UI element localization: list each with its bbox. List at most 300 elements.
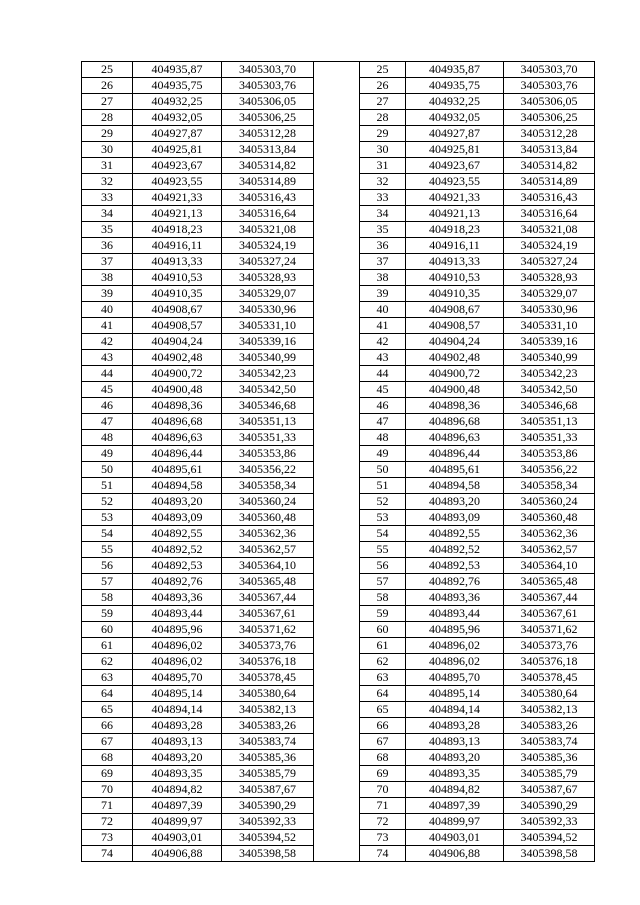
left-point-number-cell: 49 (82, 446, 133, 462)
right-point-number-cell: 72 (360, 814, 406, 830)
table-row (82, 670, 595, 686)
left-x-coordinate-cell: 404900,48 (133, 382, 222, 398)
right-point-number-cell: 42 (360, 334, 406, 350)
right-y-coordinate-cell: 3405383,74 (504, 734, 595, 750)
left-point-number-cell: 29 (82, 126, 133, 142)
right-y-coordinate-cell: 3405358,34 (504, 478, 595, 494)
left-x-coordinate-cell: 404892,52 (133, 542, 222, 558)
right-y-coordinate-cell: 3405378,45 (504, 670, 595, 686)
table-row (82, 222, 595, 238)
right-point-number-cell: 66 (360, 718, 406, 734)
left-point-number-cell: 61 (82, 638, 133, 654)
right-x-coordinate-cell: 404896,63 (406, 430, 504, 446)
left-y-coordinate-cell: 3405373,76 (222, 638, 314, 654)
left-point-number-cell: 27 (82, 94, 133, 110)
right-x-coordinate-cell: 404935,75 (406, 78, 504, 94)
left-y-coordinate-cell: 3405360,48 (222, 510, 314, 526)
left-y-coordinate-cell: 3405356,22 (222, 462, 314, 478)
right-point-number-cell: 32 (360, 174, 406, 190)
left-x-coordinate-cell: 404932,05 (133, 110, 222, 126)
column-gap (314, 110, 360, 126)
left-point-number-cell: 33 (82, 190, 133, 206)
table-row (82, 702, 595, 718)
left-x-coordinate-cell: 404895,96 (133, 622, 222, 638)
right-point-number-cell: 27 (360, 94, 406, 110)
column-gap (314, 286, 360, 302)
column-gap (314, 398, 360, 414)
left-x-coordinate-cell: 404895,14 (133, 686, 222, 702)
right-y-coordinate-cell: 3405306,05 (504, 94, 595, 110)
table-row (82, 142, 595, 158)
left-x-coordinate-cell: 404904,24 (133, 334, 222, 350)
table-row (82, 606, 595, 622)
left-x-coordinate-cell: 404916,11 (133, 238, 222, 254)
right-y-coordinate-cell: 3405316,43 (504, 190, 595, 206)
right-point-number-cell: 50 (360, 462, 406, 478)
left-point-number-cell: 30 (82, 142, 133, 158)
right-y-coordinate-cell: 3405342,23 (504, 366, 595, 382)
right-y-coordinate-cell: 3405398,58 (504, 846, 595, 862)
right-x-coordinate-cell: 404897,39 (406, 798, 504, 814)
right-x-coordinate-cell: 404893,09 (406, 510, 504, 526)
right-point-number-cell: 68 (360, 750, 406, 766)
left-point-number-cell: 35 (82, 222, 133, 238)
column-gap (314, 654, 360, 670)
table-row (82, 558, 595, 574)
left-x-coordinate-cell: 404898,36 (133, 398, 222, 414)
column-gap (314, 366, 360, 382)
table-row (82, 622, 595, 638)
right-x-coordinate-cell: 404896,02 (406, 654, 504, 670)
coordinates-table (81, 61, 595, 862)
right-point-number-cell: 44 (360, 366, 406, 382)
right-x-coordinate-cell: 404916,11 (406, 238, 504, 254)
right-x-coordinate-cell: 404913,33 (406, 254, 504, 270)
left-x-coordinate-cell: 404918,23 (133, 222, 222, 238)
left-y-coordinate-cell: 3405364,10 (222, 558, 314, 574)
right-x-coordinate-cell: 404892,52 (406, 542, 504, 558)
column-gap (314, 270, 360, 286)
right-y-coordinate-cell: 3405380,64 (504, 686, 595, 702)
left-x-coordinate-cell: 404896,44 (133, 446, 222, 462)
right-point-number-cell: 48 (360, 430, 406, 446)
left-point-number-cell: 55 (82, 542, 133, 558)
table-row (82, 654, 595, 670)
left-point-number-cell: 46 (82, 398, 133, 414)
left-y-coordinate-cell: 3405316,64 (222, 206, 314, 222)
left-point-number-cell: 25 (82, 62, 133, 78)
right-point-number-cell: 53 (360, 510, 406, 526)
left-point-number-cell: 62 (82, 654, 133, 670)
left-x-coordinate-cell: 404923,55 (133, 174, 222, 190)
left-y-coordinate-cell: 3405371,62 (222, 622, 314, 638)
column-gap (314, 750, 360, 766)
right-x-coordinate-cell: 404893,35 (406, 766, 504, 782)
column-gap (314, 174, 360, 190)
right-point-number-cell: 40 (360, 302, 406, 318)
coordinates-table-body (82, 62, 595, 862)
right-y-coordinate-cell: 3405314,89 (504, 174, 595, 190)
left-x-coordinate-cell: 404927,87 (133, 126, 222, 142)
right-point-number-cell: 61 (360, 638, 406, 654)
left-y-coordinate-cell: 3405331,10 (222, 318, 314, 334)
column-gap (314, 430, 360, 446)
table-row (82, 318, 595, 334)
right-x-coordinate-cell: 404892,76 (406, 574, 504, 590)
left-point-number-cell: 39 (82, 286, 133, 302)
column-gap (314, 382, 360, 398)
right-y-coordinate-cell: 3405330,96 (504, 302, 595, 318)
right-x-coordinate-cell: 404894,58 (406, 478, 504, 494)
right-y-coordinate-cell: 3405390,29 (504, 798, 595, 814)
left-x-coordinate-cell: 404893,36 (133, 590, 222, 606)
left-point-number-cell: 37 (82, 254, 133, 270)
left-x-coordinate-cell: 404895,70 (133, 670, 222, 686)
left-y-coordinate-cell: 3405351,33 (222, 430, 314, 446)
column-gap (314, 206, 360, 222)
left-y-coordinate-cell: 3405378,45 (222, 670, 314, 686)
left-y-coordinate-cell: 3405339,16 (222, 334, 314, 350)
left-y-coordinate-cell: 3405367,61 (222, 606, 314, 622)
table-row (82, 110, 595, 126)
column-gap (314, 734, 360, 750)
left-x-coordinate-cell: 404935,75 (133, 78, 222, 94)
right-point-number-cell: 60 (360, 622, 406, 638)
column-gap (314, 414, 360, 430)
right-x-coordinate-cell: 404904,24 (406, 334, 504, 350)
left-y-coordinate-cell: 3405376,18 (222, 654, 314, 670)
left-y-coordinate-cell: 3405362,57 (222, 542, 314, 558)
left-y-coordinate-cell: 3405383,74 (222, 734, 314, 750)
table-row (82, 62, 595, 78)
left-point-number-cell: 50 (82, 462, 133, 478)
column-gap (314, 670, 360, 686)
right-x-coordinate-cell: 404893,36 (406, 590, 504, 606)
right-point-number-cell: 46 (360, 398, 406, 414)
right-y-coordinate-cell: 3405364,10 (504, 558, 595, 574)
left-y-coordinate-cell: 3405346,68 (222, 398, 314, 414)
right-point-number-cell: 26 (360, 78, 406, 94)
column-gap (314, 558, 360, 574)
right-point-number-cell: 39 (360, 286, 406, 302)
left-x-coordinate-cell: 404893,28 (133, 718, 222, 734)
left-point-number-cell: 65 (82, 702, 133, 718)
table-row (82, 382, 595, 398)
right-x-coordinate-cell: 404903,01 (406, 830, 504, 846)
right-x-coordinate-cell: 404899,97 (406, 814, 504, 830)
column-gap (314, 254, 360, 270)
right-x-coordinate-cell: 404893,20 (406, 494, 504, 510)
left-x-coordinate-cell: 404896,02 (133, 638, 222, 654)
column-gap (314, 702, 360, 718)
right-point-number-cell: 31 (360, 158, 406, 174)
left-y-coordinate-cell: 3405367,44 (222, 590, 314, 606)
right-y-coordinate-cell: 3405346,68 (504, 398, 595, 414)
left-point-number-cell: 74 (82, 846, 133, 862)
table-row (82, 574, 595, 590)
right-x-coordinate-cell: 404923,67 (406, 158, 504, 174)
column-gap (314, 766, 360, 782)
left-x-coordinate-cell: 404893,13 (133, 734, 222, 750)
left-point-number-cell: 69 (82, 766, 133, 782)
right-point-number-cell: 65 (360, 702, 406, 718)
table-row (82, 254, 595, 270)
left-x-coordinate-cell: 404892,55 (133, 526, 222, 542)
right-point-number-cell: 62 (360, 654, 406, 670)
left-x-coordinate-cell: 404893,20 (133, 750, 222, 766)
left-y-coordinate-cell: 3405360,24 (222, 494, 314, 510)
left-x-coordinate-cell: 404896,02 (133, 654, 222, 670)
table-row (82, 366, 595, 382)
right-x-coordinate-cell: 404895,61 (406, 462, 504, 478)
left-point-number-cell: 36 (82, 238, 133, 254)
left-x-coordinate-cell: 404906,88 (133, 846, 222, 862)
right-y-coordinate-cell: 3405331,10 (504, 318, 595, 334)
table-row (82, 814, 595, 830)
table-row (82, 590, 595, 606)
right-x-coordinate-cell: 404893,13 (406, 734, 504, 750)
table-row (82, 686, 595, 702)
right-y-coordinate-cell: 3405385,79 (504, 766, 595, 782)
left-x-coordinate-cell: 404925,81 (133, 142, 222, 158)
left-point-number-cell: 53 (82, 510, 133, 526)
right-x-coordinate-cell: 404906,88 (406, 846, 504, 862)
left-y-coordinate-cell: 3405394,52 (222, 830, 314, 846)
left-x-coordinate-cell: 404892,76 (133, 574, 222, 590)
right-y-coordinate-cell: 3405327,24 (504, 254, 595, 270)
left-x-coordinate-cell: 404895,61 (133, 462, 222, 478)
left-y-coordinate-cell: 3405324,19 (222, 238, 314, 254)
column-gap (314, 638, 360, 654)
column-gap (314, 478, 360, 494)
right-y-coordinate-cell: 3405376,18 (504, 654, 595, 670)
left-x-coordinate-cell: 404913,33 (133, 254, 222, 270)
right-x-coordinate-cell: 404900,48 (406, 382, 504, 398)
right-point-number-cell: 47 (360, 414, 406, 430)
left-point-number-cell: 41 (82, 318, 133, 334)
column-gap (314, 446, 360, 462)
right-point-number-cell: 37 (360, 254, 406, 270)
left-point-number-cell: 32 (82, 174, 133, 190)
right-point-number-cell: 51 (360, 478, 406, 494)
left-y-coordinate-cell: 3405387,67 (222, 782, 314, 798)
left-x-coordinate-cell: 404910,35 (133, 286, 222, 302)
table-row (82, 526, 595, 542)
left-y-coordinate-cell: 3405385,79 (222, 766, 314, 782)
right-y-coordinate-cell: 3405373,76 (504, 638, 595, 654)
left-y-coordinate-cell: 3405382,13 (222, 702, 314, 718)
left-x-coordinate-cell: 404932,25 (133, 94, 222, 110)
right-x-coordinate-cell: 404892,55 (406, 526, 504, 542)
left-y-coordinate-cell: 3405362,36 (222, 526, 314, 542)
left-point-number-cell: 67 (82, 734, 133, 750)
table-row (82, 270, 595, 286)
right-y-coordinate-cell: 3405394,52 (504, 830, 595, 846)
left-y-coordinate-cell: 3405314,89 (222, 174, 314, 190)
left-y-coordinate-cell: 3405385,36 (222, 750, 314, 766)
table-row (82, 510, 595, 526)
table-row (82, 190, 595, 206)
right-point-number-cell: 41 (360, 318, 406, 334)
table-row (82, 286, 595, 302)
table-row (82, 78, 595, 94)
right-point-number-cell: 34 (360, 206, 406, 222)
table-row (82, 126, 595, 142)
right-x-coordinate-cell: 404925,81 (406, 142, 504, 158)
right-x-coordinate-cell: 404927,87 (406, 126, 504, 142)
left-y-coordinate-cell: 3405353,86 (222, 446, 314, 462)
right-x-coordinate-cell: 404896,02 (406, 638, 504, 654)
table-row (82, 478, 595, 494)
right-x-coordinate-cell: 404893,44 (406, 606, 504, 622)
right-y-coordinate-cell: 3405360,48 (504, 510, 595, 526)
right-y-coordinate-cell: 3405362,57 (504, 542, 595, 558)
left-y-coordinate-cell: 3405365,48 (222, 574, 314, 590)
table-row (82, 494, 595, 510)
left-x-coordinate-cell: 404892,53 (133, 558, 222, 574)
column-gap (314, 126, 360, 142)
left-y-coordinate-cell: 3405358,34 (222, 478, 314, 494)
right-y-coordinate-cell: 3405362,36 (504, 526, 595, 542)
left-x-coordinate-cell: 404899,97 (133, 814, 222, 830)
right-x-coordinate-cell: 404895,14 (406, 686, 504, 702)
left-point-number-cell: 60 (82, 622, 133, 638)
left-point-number-cell: 54 (82, 526, 133, 542)
column-gap (314, 334, 360, 350)
left-point-number-cell: 45 (82, 382, 133, 398)
left-x-coordinate-cell: 404893,44 (133, 606, 222, 622)
left-x-coordinate-cell: 404921,13 (133, 206, 222, 222)
right-y-coordinate-cell: 3405328,93 (504, 270, 595, 286)
left-y-coordinate-cell: 3405390,29 (222, 798, 314, 814)
table-row (82, 174, 595, 190)
column-gap (314, 718, 360, 734)
right-x-coordinate-cell: 404918,23 (406, 222, 504, 238)
right-y-coordinate-cell: 3405321,08 (504, 222, 595, 238)
column-gap (314, 510, 360, 526)
left-y-coordinate-cell: 3405313,84 (222, 142, 314, 158)
right-point-number-cell: 59 (360, 606, 406, 622)
left-x-coordinate-cell: 404893,20 (133, 494, 222, 510)
left-y-coordinate-cell: 3405312,28 (222, 126, 314, 142)
right-point-number-cell: 67 (360, 734, 406, 750)
right-x-coordinate-cell: 404910,53 (406, 270, 504, 286)
table-row (82, 350, 595, 366)
table-row (82, 638, 595, 654)
right-y-coordinate-cell: 3405367,61 (504, 606, 595, 622)
right-x-coordinate-cell: 404932,25 (406, 94, 504, 110)
table-row (82, 94, 595, 110)
right-y-coordinate-cell: 3405383,26 (504, 718, 595, 734)
right-y-coordinate-cell: 3405365,48 (504, 574, 595, 590)
table-row (82, 846, 595, 862)
left-point-number-cell: 63 (82, 670, 133, 686)
left-y-coordinate-cell: 3405327,24 (222, 254, 314, 270)
right-point-number-cell: 33 (360, 190, 406, 206)
right-point-number-cell: 45 (360, 382, 406, 398)
column-gap (314, 94, 360, 110)
right-point-number-cell: 25 (360, 62, 406, 78)
left-point-number-cell: 42 (82, 334, 133, 350)
right-point-number-cell: 28 (360, 110, 406, 126)
left-y-coordinate-cell: 3405316,43 (222, 190, 314, 206)
column-gap (314, 62, 360, 78)
right-x-coordinate-cell: 404893,28 (406, 718, 504, 734)
left-point-number-cell: 72 (82, 814, 133, 830)
table-row (82, 398, 595, 414)
right-point-number-cell: 56 (360, 558, 406, 574)
column-gap (314, 590, 360, 606)
column-gap (314, 462, 360, 478)
right-point-number-cell: 30 (360, 142, 406, 158)
left-y-coordinate-cell: 3405351,13 (222, 414, 314, 430)
right-y-coordinate-cell: 3405313,84 (504, 142, 595, 158)
left-x-coordinate-cell: 404921,33 (133, 190, 222, 206)
right-point-number-cell: 69 (360, 766, 406, 782)
right-point-number-cell: 38 (360, 270, 406, 286)
column-gap (314, 78, 360, 94)
table-row (82, 238, 595, 254)
right-x-coordinate-cell: 404923,55 (406, 174, 504, 190)
right-x-coordinate-cell: 404896,68 (406, 414, 504, 430)
left-y-coordinate-cell: 3405306,05 (222, 94, 314, 110)
right-x-coordinate-cell: 404894,14 (406, 702, 504, 718)
right-y-coordinate-cell: 3405340,99 (504, 350, 595, 366)
right-point-number-cell: 73 (360, 830, 406, 846)
right-y-coordinate-cell: 3405316,64 (504, 206, 595, 222)
table-row (82, 158, 595, 174)
column-gap (314, 158, 360, 174)
right-point-number-cell: 29 (360, 126, 406, 142)
column-gap (314, 622, 360, 638)
table-row (82, 830, 595, 846)
right-x-coordinate-cell: 404893,20 (406, 750, 504, 766)
left-y-coordinate-cell: 3405303,76 (222, 78, 314, 94)
left-x-coordinate-cell: 404900,72 (133, 366, 222, 382)
left-point-number-cell: 64 (82, 686, 133, 702)
table-row (82, 414, 595, 430)
right-y-coordinate-cell: 3405329,07 (504, 286, 595, 302)
left-y-coordinate-cell: 3405329,07 (222, 286, 314, 302)
right-x-coordinate-cell: 404898,36 (406, 398, 504, 414)
left-x-coordinate-cell: 404908,57 (133, 318, 222, 334)
right-y-coordinate-cell: 3405382,13 (504, 702, 595, 718)
left-point-number-cell: 43 (82, 350, 133, 366)
table-row (82, 766, 595, 782)
right-point-number-cell: 57 (360, 574, 406, 590)
left-y-coordinate-cell: 3405321,08 (222, 222, 314, 238)
left-point-number-cell: 66 (82, 718, 133, 734)
right-x-coordinate-cell: 404894,82 (406, 782, 504, 798)
column-gap (314, 238, 360, 254)
right-x-coordinate-cell: 404895,70 (406, 670, 504, 686)
left-y-coordinate-cell: 3405392,33 (222, 814, 314, 830)
left-point-number-cell: 57 (82, 574, 133, 590)
right-x-coordinate-cell: 404921,33 (406, 190, 504, 206)
right-y-coordinate-cell: 3405367,44 (504, 590, 595, 606)
right-x-coordinate-cell: 404896,44 (406, 446, 504, 462)
left-point-number-cell: 56 (82, 558, 133, 574)
column-gap (314, 574, 360, 590)
table-row (82, 206, 595, 222)
left-y-coordinate-cell: 3405330,96 (222, 302, 314, 318)
right-point-number-cell: 64 (360, 686, 406, 702)
left-y-coordinate-cell: 3405328,93 (222, 270, 314, 286)
left-y-coordinate-cell: 3405342,50 (222, 382, 314, 398)
left-point-number-cell: 34 (82, 206, 133, 222)
left-point-number-cell: 52 (82, 494, 133, 510)
left-y-coordinate-cell: 3405383,26 (222, 718, 314, 734)
